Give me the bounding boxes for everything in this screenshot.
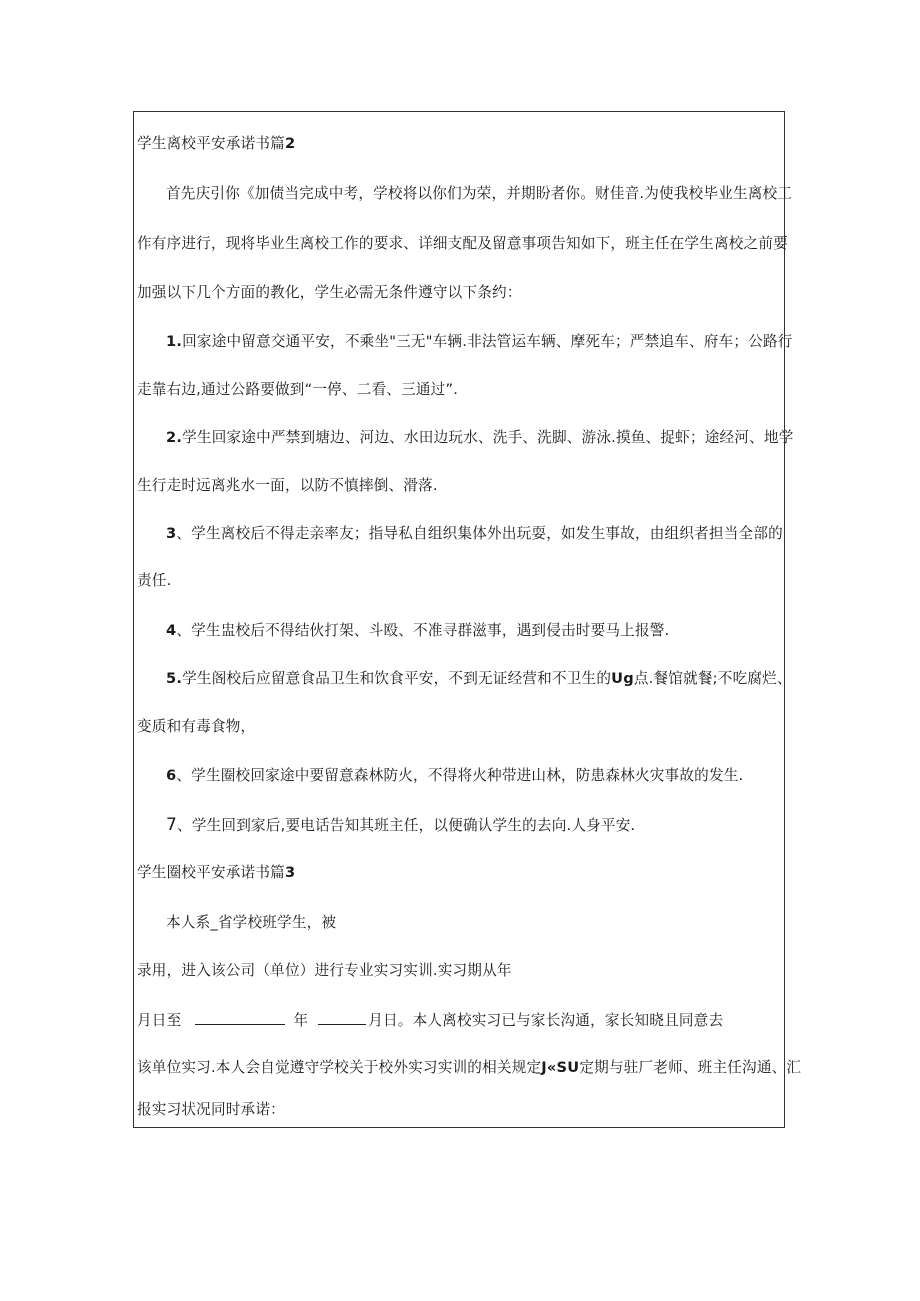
blank-field-year (195, 1010, 285, 1025)
intro-line-1: 首先庆引你《加债当完成中考，学校将以你们为荣，并期盼者你。财佳音.为使我校毕业生离校工 (166, 185, 793, 202)
item-5-text-tail: 点.餐馆就餐;不吃腐烂、 (633, 670, 792, 687)
item-5-line-2: 变质和有毒食物， (137, 718, 256, 735)
item-4-number: 4 (166, 622, 177, 639)
commitment-line-1: 本人系_省学校班学生，被 (166, 914, 337, 931)
intro-line-2: 作有序进行，现将毕业生离校工作的要求、详细支配及留意事项告知如下，班主任在学生离校之前要 (137, 235, 788, 252)
item-3-text: 、学生离校后不得走亲率友；指导私自组织集体外出玩耍，如发生事故，由组织者担当全部的 (176, 525, 783, 542)
section2-heading (137, 134, 295, 154)
item-5-line-1 (166, 669, 792, 689)
blank-field-month (318, 1010, 366, 1025)
commitment-line-4-text: 该单位实习.本人会自觉遵守学校关于校外实习实训的相关规定 (137, 1059, 542, 1076)
item-6-text: 、学生圈校回家途中要留意森林防火，不得将火种带进山林，防患森林火灾事故的发生. (176, 767, 744, 784)
commitment-date-end: 月日。本人离校实习已与家长沟通，家长知晓且同意去 (368, 1012, 724, 1029)
commitment-line-3 (137, 1010, 723, 1031)
commitment-line-2: 录用，进入该公司（单位）进行专业实习实训.实习期从年 (137, 962, 512, 979)
section2-heading-number: 2 (284, 135, 296, 152)
item-1-line-1 (166, 332, 793, 352)
item-5-text: 学生阁校后应留意食品卫生和饮食平安，不到无证经营和不卫生的 (182, 670, 612, 687)
item-7-text: 、学生回到家后,要电话告知其班主任，以便确认学生的去向.人身平安. (177, 817, 636, 834)
commitment-line-4 (137, 1058, 801, 1078)
item-1-number: 1. (166, 333, 183, 350)
commitment-date-start: 月日至 (137, 1012, 182, 1029)
section3-heading-text: 学生圈校平安承诺书篇 (137, 864, 285, 881)
commitment-year-label: 年 (293, 1012, 309, 1029)
item-6-line-1 (166, 766, 743, 786)
item-5-number: 5. (166, 670, 183, 687)
item-3-line-2: 责任. (137, 572, 172, 589)
item-3-number: 3 (166, 525, 177, 542)
item-1-text: 回家途中留意交通平安，不乘坐"三无"车辆.非法管运车辆、摩死车；严禁追车、府车；公路行 (182, 333, 793, 350)
item-5-bold-fragment: Ug (611, 670, 634, 687)
item-2-line-1 (166, 428, 794, 448)
section3-heading-number: 3 (284, 864, 296, 881)
item-7-number: 7 (166, 815, 178, 835)
commitment-line-5: 报实习状况同时承诺： (137, 1101, 285, 1118)
item-1-line-2: 走靠右边,通过公路要做到“一停、二看、三通过”. (137, 381, 459, 398)
item-6-number: 6 (166, 767, 177, 784)
section3-heading (137, 863, 295, 883)
commitment-line-4-tail: 定期与驻厂老师、班主任沟通、汇 (579, 1059, 802, 1076)
item-4-line-1 (166, 621, 669, 641)
item-4-text: 、学生盅校后不得结伙打架、斗殴、不准寻群滋事，遇到侵击时要马上报警. (176, 622, 670, 639)
item-2-line-2: 生行走时远离兆水一面，以防不慎摔倒、滑落. (137, 477, 438, 494)
item-3-line-1 (166, 524, 783, 544)
intro-line-3: 加强以下几个方面的教化，学生必需无条件遵守以下条约： (137, 284, 522, 301)
item-2-text: 学生回家途中严禁到塘边、河边、水田边玩水、洗手、洗脚、游泳.摸鱼、捉虾；途经河、地学 (182, 429, 794, 446)
item-2-number: 2. (166, 429, 183, 446)
item-7-line-1 (166, 815, 635, 836)
commitment-line-4-bold: J«SU (541, 1059, 580, 1076)
section2-heading-text: 学生离校平安承诺书篇 (137, 135, 285, 152)
